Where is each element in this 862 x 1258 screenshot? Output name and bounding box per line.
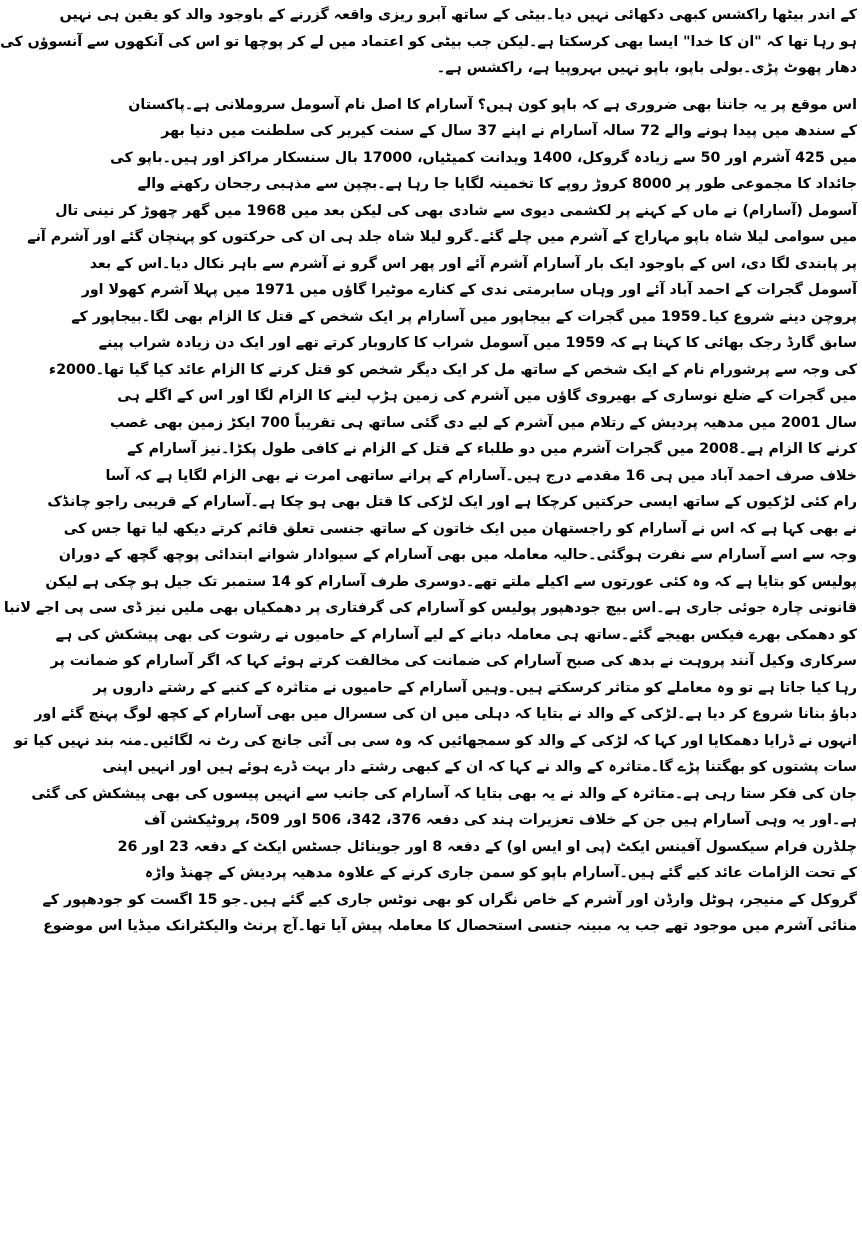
text-line: ہے۔اور یہ وہی آسارام ہیں جن کے خلاف تعزیرات ہند کی دفعہ 376، 342، 506 اور 509، پروٹیکشن آف xyxy=(144,812,857,828)
text-line: کی وجہ سے پرشورام نام کے ایک شخص کے ساتھ مل کر ایک دیگر شخص کو قتل کرنے کا الزام عائد کیا گیا تھا۔2000ء xyxy=(48,361,857,378)
text-line: کے تحت الزامات عائد کیے گئے ہیں۔آسارام باپو کو سمن جاری کرنے کے علاوہ مدھیہ پردیش کے چھنڈ واڑہ xyxy=(144,865,857,881)
text-line xyxy=(338,940,857,967)
text-line: میں گجرات کے ضلع نوساری کے بھیروی گاؤں میں آشرم کی زمین ہڑپ لینے کا الزام لگا اور اس کے اگلے ہی xyxy=(117,388,857,404)
text-line xyxy=(338,966,857,993)
text-line: رام کئی لڑکیوں کے ساتھ ایسی حرکتیں کرچکا ہے اور ایک لڑکی کا قتل بھی ہو چکا ہے۔آسارام کے قریبی راجو چانڈک xyxy=(47,494,857,510)
paragraph-2 xyxy=(3,92,857,993)
text-line: آسومل گجرات کے احمد آباد آئے اور وہاں سابرمتی ندی کے کنارے موٹیرا گاؤں میں 1971 میں پہلا آشرم کھولا اور xyxy=(81,282,857,298)
text-line: پروچن دینے شروع کیا۔1959 میں گجرات کے بیجاپور میں آسارام پر ایک شخص کے قتل کا الزام بھی لگا۔بیجاپور کے xyxy=(71,308,857,325)
text-line: منائی آشرم میں موجود تھے جب یہ مبینہ جنسی استحصال کا معاملہ پیش آیا تھا۔آج پرنٹ والیکٹرانک میڈیا اس موضوع xyxy=(43,918,857,934)
text-line: کے اندر بیٹھا راکشس کبھی دکھائی نہیں دیا۔بیٹی کے ساتھ آبرو ریزی واقعہ گزرنے کے باوجود والد کو یقین ہی نہیں xyxy=(59,7,857,23)
text-line: گروکل کے منیجر، ہوٹل وارڈن اور آشرم کے خاص نگراں کو بھی نوٹس جاری کیے گئے ہیں۔جو 15 اگست کو جودھپور کے xyxy=(42,891,857,908)
text-line: سات پشتوں کو بھگتنا پڑے گا۔متاثرہ کے والد نے کہا کہ ان کے کبھی رشتے دار بہت ڈرے ہوئے ہیں اور انہیں اپنی xyxy=(102,759,857,775)
text-line: چلڈرن فرام سیکسول آفینس ایکٹ (پی او ایس او) کے دفعہ 8 اور جوینائل جسٹس ایکٹ کے دفعہ 23 اور 26 xyxy=(117,838,857,855)
text-line: کرنے کا الزام ہے۔2008 میں گجرات آشرم میں دو طلباء کے قتل کے الزام نے کافی طول پکڑا۔نیز آسارام کے xyxy=(127,441,857,457)
paragraph-1 xyxy=(0,2,857,82)
text-line: میں سوامی لیلا شاہ باپو مہاراج کے آشرم میں چلے گئے۔گرو لیلا شاہ جلد ہی ان کی حرکتوں کو پہنچان گئے اور آشرم آنے xyxy=(27,229,857,245)
text-line: سابق گارڈ رجک بھائی کا کہنا ہے کہ 1959 میں آسومل شراب کا کاروبار کرتے تھے اور ایک دن زیادہ شراب پینے xyxy=(98,335,857,351)
text-line: وجہ سے اسے آسارام سے نفرت ہوگئی۔حالیہ معاملہ میں بھی آسارام کے سیوادار شوانے ابتدائی پوچھ گچھ کے دوران xyxy=(58,547,857,563)
text-line: دھار پھوٹ پڑی۔بولی باپو، باپو نہیں بہروپیا ہے، راکشس ہے۔ xyxy=(436,60,857,76)
text-line: میں 425 آشرم اور 50 سے زیادہ گروکل، 1400 ویدانت کمیٹیاں، 17000 بال سنسکار مراکز اور ہیں۔باپو کی xyxy=(110,149,857,166)
text-line: جان کی فکر ستا رہی ہے۔متاثرہ کے والد نے یہ بھی بتایا کہ آسارام کی جانب سے انہیں پیسوں کی بھی پیشکش کی گئی xyxy=(31,785,857,802)
text-line: انہوں نے ڈرایا دھمکایا اور کہا کہ لڑکی کے والد کو سمجھائیں کہ وہ سی بی آئی جانچ کی رٹ نہ لگائیں۔منہ بند نہیں کیا تو xyxy=(14,732,857,749)
text-line: نے بھی کہا ہے کہ اس نے آسارام کو راجستھان میں ایک خاتون کے ساتھ جنسی تعلق قائم کرتے دیکھ لیا تھا جس کی xyxy=(63,520,857,537)
paragraph-gap xyxy=(338,82,857,92)
text-line: پولیس کو بتایا ہے کہ وہ کئی عورتوں سے اکیلے ملتے تھے۔دوسری طرف آسارام کو 14 ستمبر تک جیل ہو چکی ہے لیکن xyxy=(45,573,857,590)
text-line: خلاف صرف احمد آباد میں ہی 16 مقدمے درج ہیں۔آسارام کے پرانے ساتھی امرت نے بھی الزام لگایا ہے کہ آسا xyxy=(105,467,857,484)
text-line: ہو رہا تھا کہ "ان کا خدا" ایسا بھی کرسکتا ہے۔لیکن جب بیٹی کو اعتماد میں لے کر پوچھا تو اس کی آنکھوں سے آنسوؤں کی xyxy=(0,33,857,50)
text-line: کے سندھ میں پیدا ہونے والے 72 سالہ آسارام نے اپنے 37 سال کے سنت کیریر کی سلطنت میں دنیا بھر xyxy=(161,123,857,139)
text-line: سرکاری وکیل آنند پروہت نے بدھ کی صبح آسارام کی ضمانت کی مخالفت کرتے ہوئے کہا کہ اگر آسارام کو ضمانت پر xyxy=(50,653,857,669)
text-line: پر پابندی لگا دی، اس کے باوجود ایک بار آسارام آشرم آئے اور پھر اس گرو نے آشرم سے باہر نکال دیا۔اس کے بعد xyxy=(89,255,857,272)
text-line: سال 2001 میں مدھیہ پردیش کے رتلام میں آشرم کے لیے دی گئی ساتھ ہی تقریباً 700 ایکڑ زمین بھی غصب xyxy=(110,414,857,431)
text-line: رہا کیا جاتا ہے تو وہ معاملے کو متاثر کرسکتے ہیں۔وہیں آسارام کے حامیوں نے متاثرہ کے کنبے کے رشتے داروں پر xyxy=(93,679,857,696)
text-line: کو دھمکی بھرے فیکس بھیجے گئے۔ساتھ ہی معاملہ دبانے کے لیے آسارام کے حامیوں نے رشوت کی بھی پیشکش کی ہے xyxy=(55,626,857,643)
text-line: جائداد کا مجموعی طور پر 8000 کروڑ روپے کا تخمینہ لگایا جا رہا ہے۔بچپن سے مذہبی رجحان رکھنے والے xyxy=(137,176,857,192)
text-line: اس موقع پر یہ جاننا بھی ضروری ہے کہ باپو کون ہیں؟ آسارام کا اصل نام آسومل سروملانی ہے۔پاکستان xyxy=(128,96,857,113)
text-line: قانونی چارہ جوئی جاری ہے۔اس بیچ جودھپور پولیس کو آسارام کی گرفتاری پر دھمکیاں بھی ملیں نیز ڈی سی پی اجے لانبا xyxy=(3,600,857,616)
text-line: آسومل (آسارام) نے ماں کے کہنے پر لکشمی دیوی سے شادی بھی کی لیکن بعد میں 1968 میں گھر چھوڑ کر نینی تال xyxy=(55,202,857,219)
text-line: دباؤ بنانا شروع کر دیا ہے۔لڑکی کے والد نے بتایا کہ دہلی میں ان کی سسرال میں بھی آسارام کے کچھ لوگ پہنچ گئے اور xyxy=(34,706,857,722)
